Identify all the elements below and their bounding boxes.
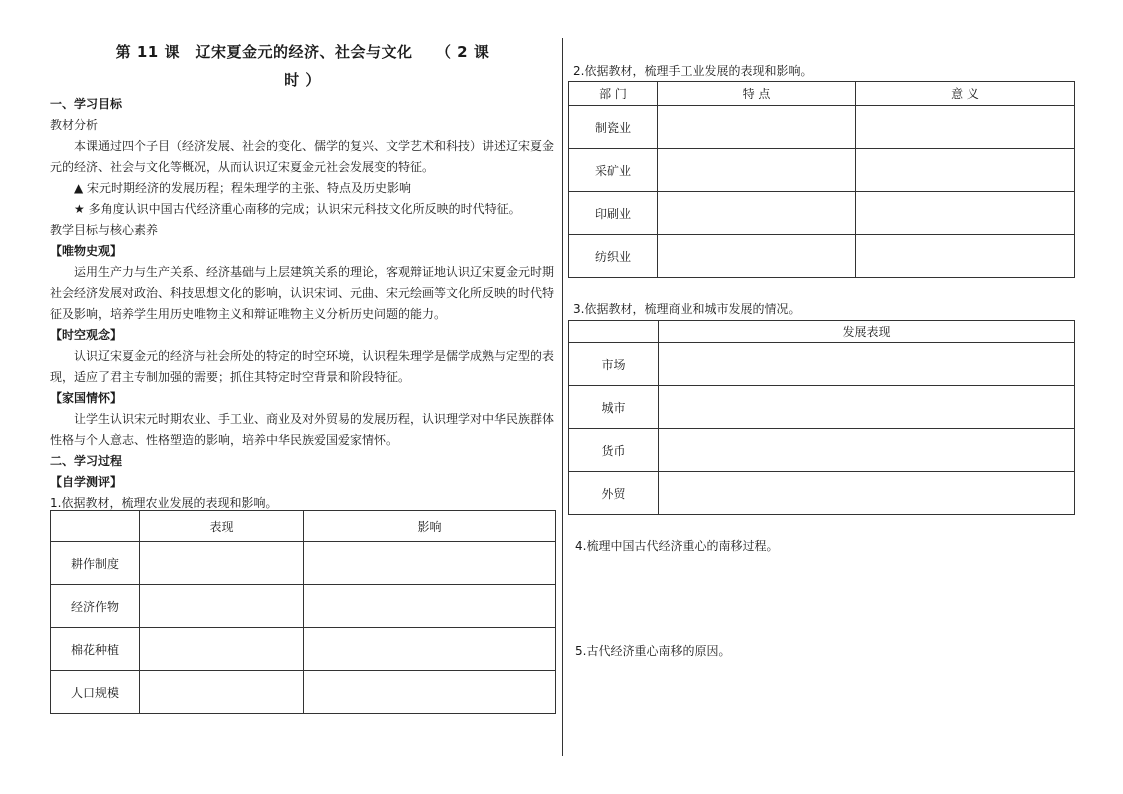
answer-cell[interactable] bbox=[658, 149, 856, 192]
answer-cell[interactable] bbox=[659, 343, 1075, 386]
table-row-label: 市场 bbox=[569, 343, 659, 386]
commerce-table bbox=[568, 320, 1075, 515]
answer-cell[interactable] bbox=[140, 671, 304, 714]
question-5: 5.古代经济重心南移的原因。 bbox=[575, 644, 731, 658]
table-row-label: 城市 bbox=[569, 386, 659, 429]
answer-cell[interactable] bbox=[856, 192, 1075, 235]
table-header-empty bbox=[51, 511, 140, 542]
column-divider bbox=[562, 38, 563, 756]
answer-cell[interactable] bbox=[659, 429, 1075, 472]
table-row-label: 制瓷业 bbox=[569, 106, 658, 149]
section-heading-process: 二、学习过程 bbox=[50, 454, 123, 468]
goals-heading: 教学目标与核心素养 bbox=[50, 223, 159, 237]
key-point-star: ★ 多角度认识中国古代经济重心南移的完成；认识宋元科技文化所反映的时代特征。 bbox=[74, 202, 521, 216]
table-row-label: 人口规模 bbox=[51, 671, 140, 714]
material-analysis-heading: 教材分析 bbox=[50, 118, 99, 132]
answer-cell[interactable] bbox=[140, 542, 304, 585]
answer-cell[interactable] bbox=[659, 472, 1075, 515]
table-row-label: 采矿业 bbox=[569, 149, 658, 192]
answer-cell[interactable] bbox=[304, 585, 556, 628]
section-heading-goals: 一、学习目标 bbox=[50, 97, 123, 111]
answer-cell[interactable] bbox=[658, 192, 856, 235]
table-row-label: 货币 bbox=[569, 429, 659, 472]
table-header-significance: 意 义 bbox=[856, 82, 1075, 106]
answer-cell[interactable] bbox=[658, 106, 856, 149]
spacetime-heading: 【时空观念】 bbox=[50, 328, 123, 342]
materialism-heading: 【唯物史观】 bbox=[50, 244, 123, 258]
spacetime-text: 认识辽宋夏金元的经济与社会所处的特定的时空环境，认识程朱理学是儒学成熟与定型的表现，适应了君主专制加强的需要；抓住其特定时空背景和阶段特征。 bbox=[50, 349, 555, 384]
title-line-1: 第 11 课 辽宋夏金元的经济、社会与文化 （ 2 课 bbox=[115, 43, 490, 61]
answer-cell[interactable] bbox=[304, 628, 556, 671]
question-3: 3.依据教材，梳理商业和城市发展的情况。 bbox=[573, 302, 801, 316]
answer-cell[interactable] bbox=[856, 106, 1075, 149]
question-4: 4.梳理中国古代经济重心的南移过程。 bbox=[575, 539, 779, 553]
left-column bbox=[50, 38, 555, 514]
table-header-department: 部 门 bbox=[569, 82, 658, 106]
self-study-heading: 【自学测评】 bbox=[50, 475, 123, 489]
table-row-label: 纺织业 bbox=[569, 235, 658, 278]
table-header-empty bbox=[569, 321, 659, 343]
table-row-label: 棉花种植 bbox=[51, 628, 140, 671]
answer-cell[interactable] bbox=[658, 235, 856, 278]
page-title bbox=[50, 38, 555, 94]
key-point-triangle: ▲ 宋元时期经济的发展历程；程朱理学的主张、特点及历史影响 bbox=[74, 181, 412, 195]
materialism-text: 运用生产力与生产关系、经济基础与上层建筑关系的理论，客观辩证地认识辽宋夏金元时期社会经济发展对政治、科技思想文化的影响，认识宋词、元曲、宋元绘画等文化所反映的时代特征及影响，培养学生用历史唯物主义和辩证唯物主义分析历史问题的能力。 bbox=[50, 265, 555, 321]
answer-cell[interactable] bbox=[140, 628, 304, 671]
table-row-label: 经济作物 bbox=[51, 585, 140, 628]
handicraft-table bbox=[568, 81, 1075, 278]
answer-cell[interactable] bbox=[140, 585, 304, 628]
table-header-development: 发展表现 bbox=[659, 321, 1075, 343]
table-header-impact: 影响 bbox=[304, 511, 556, 542]
answer-cell[interactable] bbox=[304, 542, 556, 585]
answer-cell[interactable] bbox=[856, 235, 1075, 278]
homeland-heading: 【家国情怀】 bbox=[50, 391, 123, 405]
table-row-label: 印刷业 bbox=[569, 192, 658, 235]
answer-cell[interactable] bbox=[304, 671, 556, 714]
question-1: 1.依据教材，梳理农业发展的表现和影响。 bbox=[50, 496, 278, 510]
title-line-2: 时 ） bbox=[284, 71, 321, 89]
table-row-label: 外贸 bbox=[569, 472, 659, 515]
answer-cell[interactable] bbox=[659, 386, 1075, 429]
material-analysis-text: 本课通过四个子目（经济发展、社会的变化、儒学的复兴、文学艺术和科技）讲述辽宋夏金元的经济、社会与文化等概况，从而认识辽宋夏金元社会发展变的特征。 bbox=[50, 139, 555, 174]
agriculture-table bbox=[50, 510, 556, 714]
table-row-label: 耕作制度 bbox=[51, 542, 140, 585]
table-header-performance: 表现 bbox=[140, 511, 304, 542]
question-2: 2.依据教材，梳理手工业发展的表现和影响。 bbox=[573, 64, 813, 78]
homeland-text: 让学生认识宋元时期农业、手工业、商业及对外贸易的发展历程，认识理学对中华民族群体性格与个人意志、性格塑造的影响，培养中华民族爱国爱家情怀。 bbox=[50, 412, 555, 447]
table-header-feature: 特 点 bbox=[658, 82, 856, 106]
answer-cell[interactable] bbox=[856, 149, 1075, 192]
